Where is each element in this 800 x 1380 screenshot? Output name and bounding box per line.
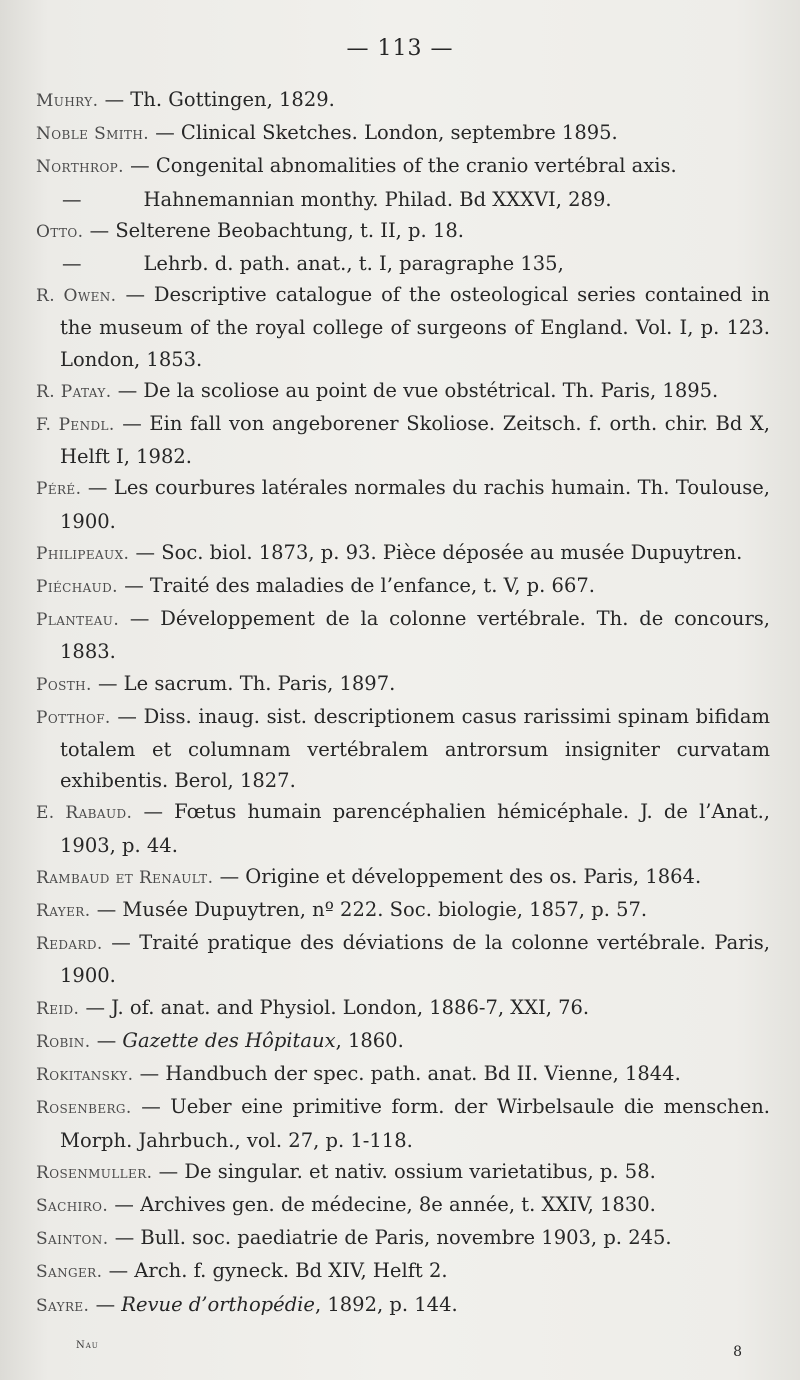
bibliography-entry <box>36 992 770 1025</box>
entry-author: Robin. <box>36 1031 91 1052</box>
entry-text: — Origine et développement des os. Paris, 1864. <box>219 864 702 888</box>
page-number: — 113 — <box>346 36 454 61</box>
bibliography-entry <box>36 408 770 472</box>
bibliography-entry <box>36 375 770 408</box>
entry-author: Reid. <box>36 998 80 1019</box>
bibliography-entry <box>36 248 770 279</box>
bibliography-entry <box>36 796 770 860</box>
entry-text: — Congenital abnomalities of the cranio vertébral axis. <box>130 154 677 178</box>
bibliography-entry <box>36 1058 770 1091</box>
entry-text: — <box>95 1292 122 1316</box>
entry-author: Otto. <box>36 221 84 242</box>
bibliography-list <box>36 84 770 1322</box>
entry-author: Rosenmuller. <box>36 1162 153 1183</box>
entry-text: — Arch. f. gyneck. Bd XIV, Helft 2. <box>108 1259 448 1283</box>
entry-author: Redard. <box>36 934 103 955</box>
bibliography-entry <box>36 1156 770 1189</box>
bibliography-entry <box>36 1289 770 1322</box>
entry-text: — Hahnemannian monthy. Philad. Bd XXXVI, 289. <box>62 187 612 211</box>
bibliography-entry <box>36 1025 770 1058</box>
sheet-number: 8 <box>733 1344 742 1360</box>
entry-text: — Descriptive catalogue of the osteological series contained in the museum of the royal college of surgeons of England. Vol. I, p. 123. London, 1853. <box>60 283 770 371</box>
entry-text: — Lehrb. d. path. anat., t. I, paragraphe 135, <box>62 252 564 276</box>
entry-author: R. Patay. <box>36 381 112 402</box>
entry-text: — Soc. biol. 1873, p. 93. Pièce déposée au musée Dupuytren. <box>135 540 743 564</box>
bibliography-entry <box>36 570 770 603</box>
entry-author: Rokitansky. <box>36 1065 134 1086</box>
bibliography-entry <box>36 472 770 536</box>
entry-author: Muhry. <box>36 91 99 111</box>
entry-author: Philipeaux. <box>36 543 130 564</box>
bibliography-entry <box>36 279 770 375</box>
bibliography-entry <box>36 84 770 117</box>
bibliography-entry <box>36 1091 770 1155</box>
entry-text: — Th. Gottingen, 1829. <box>104 88 335 111</box>
entry-text: — Traité des maladies de l’enfance, t. V, p. 667. <box>124 574 595 598</box>
entry-text: — Musée Dupuytren, nº 222. Soc. biologie, 1857, p. 57. <box>96 898 648 922</box>
entry-text: — Fœtus humain parencéphalien hémicéphale. J. de l’Anat., 1903, p. 44. <box>60 800 771 857</box>
entry-text: — Handbuch der spec. path. anat. Bd II. Vienne, 1844. <box>139 1062 681 1086</box>
bibliography-entry <box>36 861 770 894</box>
bibliography-entry <box>36 1189 770 1222</box>
entry-text: — Selterene Beobachtung, t. II, p. 18. <box>89 218 464 242</box>
bibliography-entry <box>36 1222 770 1255</box>
bibliography-entry <box>36 1255 770 1288</box>
entry-text: — Clinical Sketches. London, septembre 1895. <box>155 121 618 145</box>
entry-author: F. Pendl. <box>36 415 115 436</box>
entry-author: Potthof. <box>36 707 111 728</box>
entry-text: — De singular. et nativ. ossium varietatibus, p. 58. <box>158 1159 656 1183</box>
entry-author: E. Rabaud. <box>36 803 133 824</box>
entry-author: Noble Smith. <box>36 124 150 145</box>
entry-text-after: , 1892, p. 144. <box>314 1292 458 1316</box>
bibliography-entry <box>36 215 770 248</box>
bibliography-entry <box>36 927 770 991</box>
bibliography-entry <box>36 603 770 667</box>
entry-author: Sachiro. <box>36 1195 109 1216</box>
entry-journal-title: Gazette des Hôpitaux <box>122 1028 336 1052</box>
entry-author: Northrop. <box>36 157 124 178</box>
entry-author: Planteau. <box>36 610 120 631</box>
entry-author: Rayer. <box>36 901 91 922</box>
entry-text: — Ueber eine primitive form. der Wirbelsaule die menschen. Morph. Jahrbuch., vol. 27, p. 1-118. <box>60 1095 770 1152</box>
entry-journal-title: Revue d’orthopédie <box>121 1292 315 1316</box>
bibliography-entry <box>36 537 770 570</box>
entry-author: Sanger. <box>36 1262 103 1283</box>
entry-text-after: , 1860. <box>335 1028 404 1052</box>
entry-author: Rambaud et Renault. <box>36 867 214 888</box>
entry-text: — <box>96 1028 123 1052</box>
entry-text: — Développement de la colonne vertébrale. Th. de concours, 1883. <box>60 607 770 664</box>
entry-author: Péré. <box>36 479 82 500</box>
entry-text: — Ein fall von angeborener Skoliose. Zeitsch. f. orth. chir. Bd X, Helft I, 1982. <box>60 412 770 469</box>
entry-author: Sainton. <box>36 1229 109 1250</box>
bibliography-entry <box>36 894 770 927</box>
entry-author: Posth. <box>36 674 92 695</box>
entry-text: — Bull. soc. paediatrie de Paris, novembre 1903, p. 245. <box>114 1226 672 1250</box>
entry-text: — Archives gen. de médecine, 8e année, t. XXIV, 1830. <box>114 1192 656 1216</box>
entry-text: — Les courbures latérales normales du rachis humain. Th. Toulouse, 1900. <box>60 476 770 533</box>
bibliography-entry <box>36 184 770 215</box>
bibliography-entry <box>36 117 770 150</box>
entry-author: Rosenberg. <box>36 1098 132 1119</box>
entry-author: R. Owen. <box>36 286 117 307</box>
entry-text: — De la scoliose au point de vue obstétrical. Th. Paris, 1895. <box>117 378 719 402</box>
entry-text: — Traité pratique des déviations de la colonne vertébrale. Paris, 1900. <box>60 931 770 988</box>
entry-text: — Diss. inaug. sist. descriptionem casus rarissimi spinam bifidam totalem et columnam vertébralem antrorsum insigniter curvatam exhibentis. Berol, 1827. <box>60 704 770 793</box>
entry-author: Sayre. <box>36 1295 90 1316</box>
printer-signature: Nau <box>76 1340 99 1351</box>
bibliography-entry <box>36 150 770 183</box>
entry-text: — J. of. anat. and Physiol. London, 1886-7, XXI, 76. <box>85 995 590 1019</box>
bibliography-entry <box>36 668 770 701</box>
bibliography-entry <box>36 701 770 797</box>
entry-text: — Le sacrum. Th. Paris, 1897. <box>97 671 396 695</box>
entry-author: Piéchaud. <box>36 577 118 598</box>
